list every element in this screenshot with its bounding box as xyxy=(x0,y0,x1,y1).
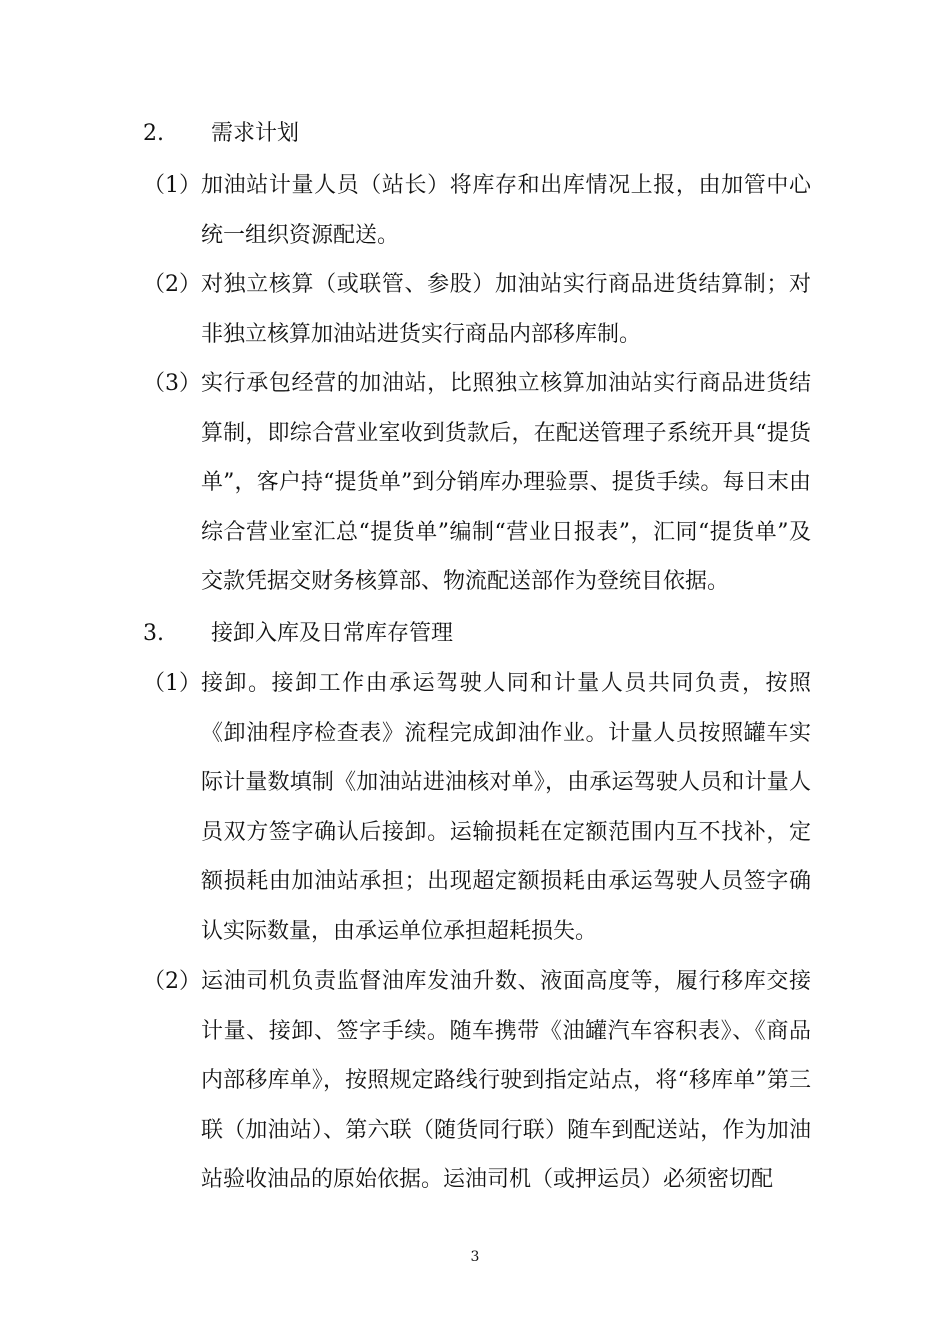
page-number: 3 xyxy=(470,1249,480,1265)
list-item-2 xyxy=(143,260,811,359)
list-item-3 xyxy=(143,359,811,607)
list-item-text: 加油站计量人员（站长）将库存和出库情况上报，由加管中心统一组织资源配送。 xyxy=(201,173,811,248)
section-number: 3. xyxy=(143,621,164,646)
list-item-text: 实行承包经营的加油站，比照独立核算加油站实行商品进货结算制，即综合营业室收到货款后，在配送管理子系统开具“提货单”，客户持“提货单”到分销库办理验票、提货手续。每日末由综合营业室汇总“提货单”编制“营业日报表”，汇同“提货单”及交款凭据交财务核算部、物流配送部作为登统目依据。 xyxy=(201,371,811,594)
section-number: 2. xyxy=(143,121,164,146)
section-heading-3 xyxy=(143,623,453,645)
list-item-text: 运油司机负责监督油库发油升数、液面高度等，履行移库交接计量、接卸、签字手续。随车携带《油罐汽车容积表》、《商品内部移库单》，按照规定路线行驶到指定站点，将“移库单”第三联（加油站）、第六联（随货同行联）随车到配送站，作为加油站验收油品的原始依据。运油司机（或押运员）必须密切配 xyxy=(201,969,811,1192)
list-item-1 xyxy=(143,161,811,260)
section-title: 接卸入库及日常库存管理 xyxy=(211,621,454,646)
list-item-4 xyxy=(143,659,811,956)
list-item-5 xyxy=(143,957,811,1205)
list-marker: （2） xyxy=(143,272,201,297)
list-marker: （1） xyxy=(143,173,201,198)
list-marker: （2） xyxy=(143,969,201,994)
list-item-text: 接卸。接卸工作由承运驾驶人同和计量人员共同负责，按照《卸油程序检查表》流程完成卸油作业。计量人员按照罐车实际计量数填制《加油站进油核对单》，由承运驾驶人员和计量人员双方签字确认后接卸。运输损耗在定额范围内互不找补，定额损耗由加油站承担；出现超定额损耗由承运驾驶人员签字确认实际数量，由承运单位承担超耗损失。 xyxy=(201,671,811,944)
list-marker: （1） xyxy=(143,671,201,696)
section-title: 需求计划 xyxy=(211,121,300,146)
list-item-text: 对独立核算（或联管、参股）加油站实行商品进货结算制；对非独立核算加油站进货实行商品内部移库制。 xyxy=(201,272,811,347)
list-marker: （3） xyxy=(143,371,201,396)
section-heading-2 xyxy=(143,123,299,145)
